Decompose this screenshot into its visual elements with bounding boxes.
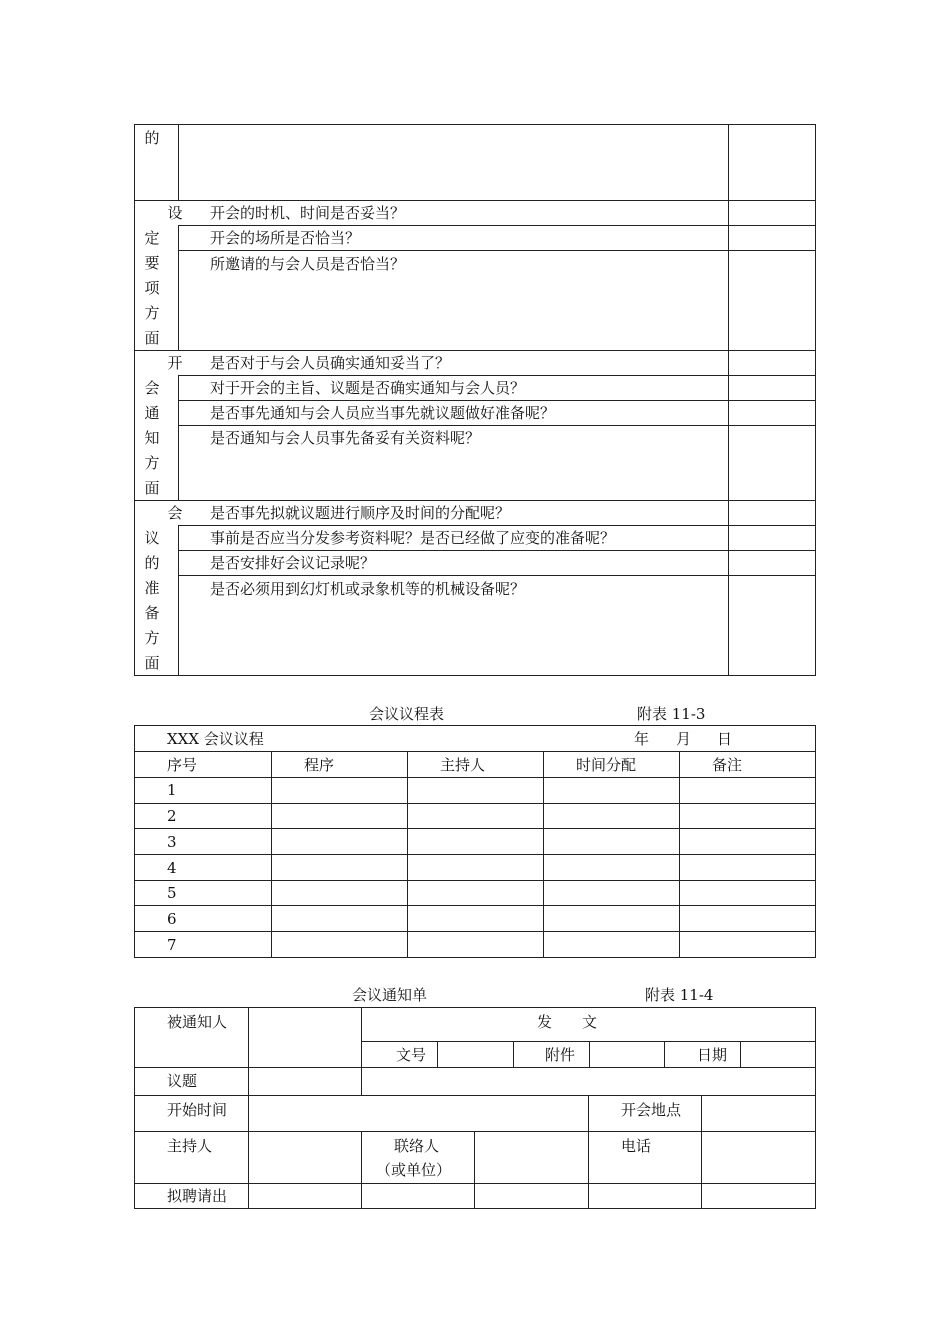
venue-label: 开会地点 [621, 1101, 682, 1119]
date-label: 日期 [697, 1046, 728, 1064]
start-time-label: 开始时间 [167, 1101, 228, 1119]
notice-ref: 附表 11-4 [645, 986, 714, 1004]
agenda-col-header: 序号 [167, 756, 198, 774]
agenda-row-number: 6 [167, 910, 177, 928]
checklist-item: 是否对于与会人员确实通知妥当了？ [210, 354, 451, 372]
notified-person-label: 被通知人 [167, 1013, 228, 1031]
phone-label: 电话 [621, 1137, 652, 1155]
checklist-top-label: 的 [144, 129, 160, 147]
agenda-ref: 附表 11-3 [637, 705, 706, 723]
agenda-date-year: 年 [634, 730, 650, 748]
agenda-row-number: 3 [167, 833, 177, 851]
contact-sub-label: （或单位） [376, 1161, 452, 1179]
checklist-item: 是否必须用到幻灯机或录象机等的机械设备呢？ [210, 580, 526, 598]
checklist-item: 是否事先拟就议题进行顺序及时间的分配呢？ [210, 504, 511, 522]
host-label: 主持人 [167, 1137, 213, 1155]
agenda-meeting-name: XXX 会议议程 [167, 730, 264, 748]
checklist-item: 对于开会的主旨、议题是否确实通知与会人员？ [210, 379, 526, 397]
notice-title: 会议通知单 [352, 986, 428, 1004]
checklist-item: 开会的时机、时间是否妥当？ [210, 204, 406, 222]
agenda-col-header: 程序 [304, 756, 335, 774]
agenda-row-number: 7 [167, 936, 177, 954]
agenda-row-number: 5 [167, 884, 177, 902]
checklist-item: 开会的场所是否恰当？ [210, 229, 361, 247]
agenda-title: 会议议程表 [369, 705, 445, 723]
agenda-col-header: 备注 [712, 756, 743, 774]
agenda-row-number: 4 [167, 859, 177, 877]
agenda-date-day: 日 [717, 730, 733, 748]
checklist-item: 是否事先通知与会人员应当事先就议题做好准备呢？ [210, 404, 556, 422]
agenda-row-number: 2 [167, 807, 177, 825]
checklist-item: 事前是否应当分发参考资料呢？是否已经做了应变的准备呢？ [210, 529, 616, 547]
agenda-col-header: 主持人 [440, 756, 486, 774]
attachment-label: 附件 [545, 1046, 576, 1064]
agenda-date-month: 月 [676, 730, 692, 748]
checklist-item: 是否安排好会议记录呢？ [210, 554, 376, 572]
dispatch-label: 发 文 [537, 1013, 598, 1031]
checklist-item: 是否通知与会人员事先备妥有关资料呢？ [210, 429, 481, 447]
topic-label: 议题 [167, 1072, 198, 1090]
agenda-col-header: 时间分配 [576, 756, 637, 774]
document-number-label: 文号 [396, 1046, 427, 1064]
checklist-item: 所邀请的与会人员是否恰当？ [210, 255, 406, 273]
agenda-row-number: 1 [167, 781, 177, 799]
contact-label: 联络人 [394, 1137, 440, 1155]
invite-label: 拟聘请出 [167, 1187, 228, 1205]
